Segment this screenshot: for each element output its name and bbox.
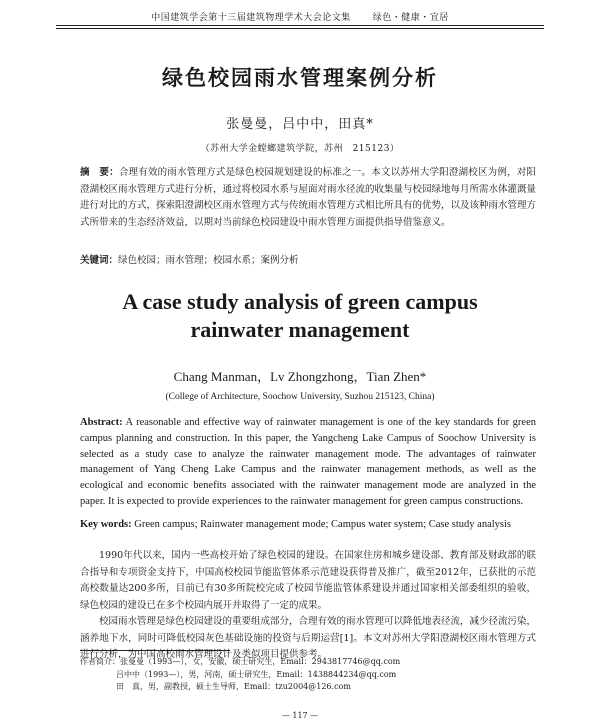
body-paragraph: 1990年代以来，国内一些高校开始了绿色校园的建设。在国家住房和城乡建设部、教育部及财政部的联合指导和专项资金支持下，中国高校校园节能监管体系示范建设获得普及推广，截至2012年，已获批的示范高校数量达200多所，目前已有30多所院校完成了校园节能监管体系建设并通过国家相关部委组织的验收，绿色校园的建设已在多个校园内展开并取得了一定的成果。 <box>80 550 536 611</box>
running-header <box>60 10 540 23</box>
abstract-cn-label: 摘 要： <box>80 167 119 178</box>
footnote-line: 作者简介：张曼曼（1993—），女，安徽，硕士研究生，Email：2943817746@qq.com <box>80 657 401 666</box>
authors-cn: 张曼曼，吕中中，田真* <box>226 117 374 132</box>
keywords-en-text: Green campus; Rainwater management mode; Campus water system; Case study analysis <box>134 519 511 530</box>
running-header-left: 中国建筑学会第十三届建筑物理学术大会论文集 <box>151 13 351 23</box>
abstract-cn-text: 合理有效的雨水管理方式是绿色校园规划建设的标准之一。本文以苏州大学阳澄湖校区为例，对阳澄湖校区雨水管理方式进行分析，通过将校园水系与屋面对雨水径流的收集量与校园绿地每月所需水体灌溉量进行对比的方式，探索阳澄湖校区雨水管理方式与传统雨水管理方式相比所具有的优势，以及该种雨水管理方式所带来的生态经济效益，以期对当前绿色校园建设中雨水管理方面提供指导借鉴意义。 <box>80 167 537 228</box>
body-text <box>80 548 536 664</box>
paper-title-en <box>0 288 600 344</box>
keywords-en <box>80 519 536 530</box>
affiliation-cn: （苏州大学金螳螂建筑学院，苏州 215123） <box>200 144 400 154</box>
abstract-cn <box>80 165 536 231</box>
header-rule-thin <box>56 28 544 29</box>
authors-en: Chang Manman，Lv Zhongzhong，Tian Zhen* <box>173 369 427 384</box>
body-paragraph: 校园雨水管理是绿色校园建设的重要组成部分，合理有效的雨水管理可以降低地表径流，减少径流污染，涵养地下水，同时可降低校园灰色基础设施的投资与后期运营[1]。本文对苏州大学阳澄湖校区雨水管理方式进行分析，为中国高校雨水管理设计及类似项目提供参考。 <box>80 616 537 660</box>
keywords-cn-label: 关键词： <box>80 255 119 266</box>
abstract-en <box>80 415 536 510</box>
header-rule-thick <box>56 25 544 26</box>
keywords-en-label: Key words: <box>80 519 132 530</box>
paper-title-cn: 绿色校园雨水管理案例分析 <box>162 66 438 90</box>
affiliation-en: (College of Architecture, Soochow University, Suzhou 215123, China) <box>165 392 435 402</box>
running-header-right: 绿色・健康・宜居 <box>372 13 449 23</box>
footnote-rule <box>80 650 230 651</box>
keywords-cn <box>80 252 536 266</box>
page-number: — 117 — <box>281 711 319 720</box>
paper-title-en-line2: rainwater management <box>190 317 410 342</box>
footnotes <box>80 656 536 694</box>
abstract-en-text: A reasonable and effective way of rainwater management is one of the key standards for green campus planning and construction. In this paper, the Yangcheng Lake Campus of Soochow University is selected as a study case to analyze the rainwater management mode. The advantages of rainwater management of Yang Cheng Lake Campus and the rainwater management methods, as well as the ecological and economic benefits associated with the rainwater management mode are analyzed in the paper. It is expected to provide experiences to the rainwater management for green campus constructions. <box>80 417 536 507</box>
paper-title-en-line1: A case study analysis of green campus <box>122 289 478 314</box>
abstract-en-label: Abstract: <box>80 417 123 428</box>
footnote-line: 吕中中（1993—），男，河南，硕士研究生，Email：1438844234@qq.com <box>116 669 397 679</box>
footnote-line: 田 真，男，副教授，硕士生导师，Email：tzu2004@126.com <box>116 682 351 691</box>
keywords-cn-text: 绿色校园；雨水管理；校园水系；案例分析 <box>118 255 299 266</box>
